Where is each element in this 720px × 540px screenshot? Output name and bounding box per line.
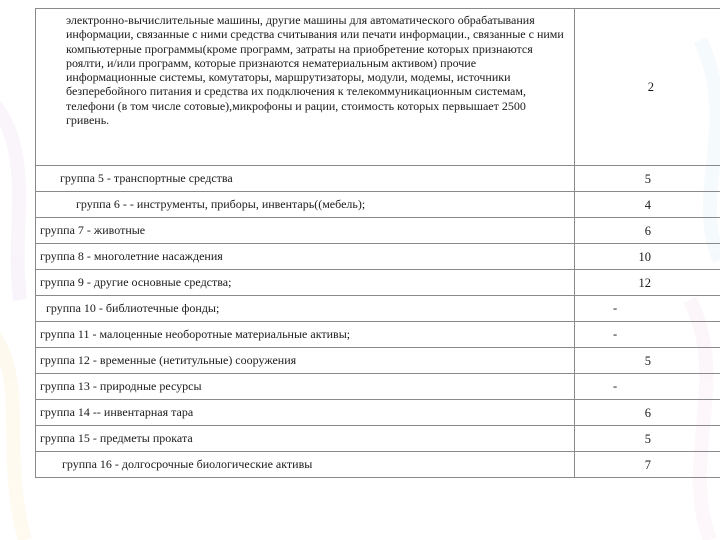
table-row <box>36 166 720 192</box>
group-description: группа 7 - животные <box>36 218 575 244</box>
group-term: 12 <box>638 275 651 290</box>
group-term: 6 <box>644 405 651 420</box>
group-description: группа 6 - - инструменты, приборы, инвентарь((мебель); <box>36 192 575 218</box>
group-term: 7 <box>644 457 651 472</box>
group-term: 10 <box>638 249 651 264</box>
depreciation-groups-table <box>35 8 720 478</box>
group-term-cell <box>575 218 720 244</box>
group-description: группа 10 - библиотечные фонды; <box>36 296 575 322</box>
table-row <box>36 218 720 244</box>
group-term: - <box>613 301 618 315</box>
group-term-cell <box>575 296 720 322</box>
group-term: 5 <box>644 353 651 368</box>
table-row <box>36 244 720 270</box>
table-row <box>36 296 720 322</box>
group-term-cell <box>575 452 720 478</box>
table-row <box>36 9 720 166</box>
group-description: группа 8 - многолетние насаждения <box>36 244 575 270</box>
group-term-cell <box>575 270 720 296</box>
group-term-cell <box>575 348 720 374</box>
group-term: 4 <box>644 197 651 212</box>
group-description: группа 9 - другие основные средства; <box>36 270 575 296</box>
group-term: 6 <box>644 223 651 238</box>
table-row <box>36 322 720 348</box>
group-description: группа 14 -- инвентарная тара <box>36 400 575 426</box>
group-term-cell <box>575 400 720 426</box>
table-row <box>36 452 720 478</box>
group-description: группа 13 - природные ресурсы <box>36 374 575 400</box>
table-row <box>36 192 720 218</box>
group-term-cell <box>575 192 720 218</box>
group-description: группа 5 - транспортные средства <box>36 166 575 192</box>
group-term: 2 <box>647 79 654 94</box>
group-term-cell <box>575 9 720 166</box>
group-term: - <box>613 379 618 393</box>
group-term-cell <box>575 166 720 192</box>
group-term: - <box>613 327 618 341</box>
group-description: группа 15 - предметы проката <box>36 426 575 452</box>
group-description: группа 16 - долгосрочные биологические активы <box>36 452 575 478</box>
group-term: 5 <box>644 171 651 186</box>
group-term-cell <box>575 244 720 270</box>
group-term-cell <box>575 426 720 452</box>
group-description: группа 11 - малоценные необоротные материальные активы; <box>36 322 575 348</box>
group-term-cell <box>575 322 720 348</box>
table-row <box>36 426 720 452</box>
group-description: электронно-вычислительные машины, другие машины для автоматического обрабатывания информации, связанные с ними средства считывания или печати информации., связанные с ними компьютерные программы(кроме программ, затраты на приобретение которых признаются роялти, и/или программ, которые признаются нематериальным активом) прочие информационные системы, комутаторы, маршрутизаторы, модули, модемы, источники безперебойного питания и средства их подключения к телекоммуникационным системам, телефони (в том числе сотовые),микрофоны и рации, стоимость которых первышает 2500 гривень. <box>36 9 575 166</box>
group-description: группа 12 - временные (нетитульные) сооружения <box>36 348 575 374</box>
group-term-cell <box>575 374 720 400</box>
table-row <box>36 400 720 426</box>
table-row <box>36 348 720 374</box>
document-table-container <box>35 8 685 478</box>
table-row <box>36 374 720 400</box>
group-term: 5 <box>644 431 651 446</box>
table-row <box>36 270 720 296</box>
